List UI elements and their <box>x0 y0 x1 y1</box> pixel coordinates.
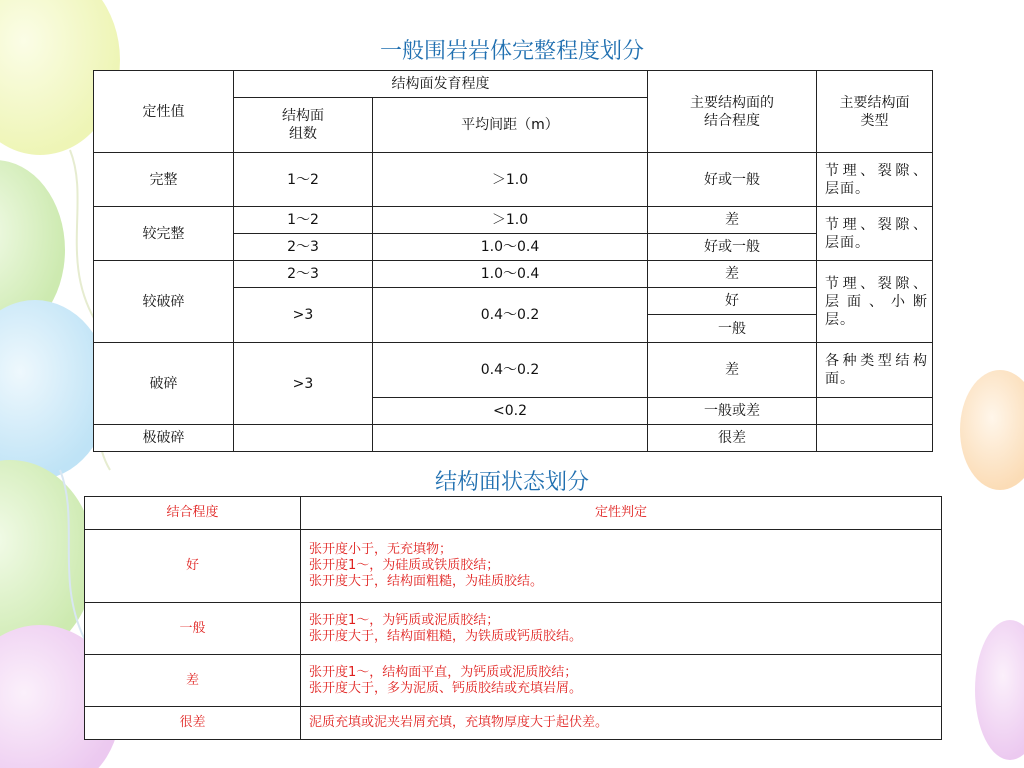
pink-balloon <box>975 620 1024 760</box>
header-qualitative-value: 定性值 <box>94 71 234 153</box>
judgement-line: 张开度1～，为钙质或泥质胶结； <box>309 612 500 628</box>
cell-plane-type: 各种类型结构面。 <box>817 343 933 398</box>
cell-bonding: 好或一般 <box>648 153 817 207</box>
header-plane-type: 主要结构面 类型 <box>817 71 933 153</box>
cell-set-count: 2～3 <box>234 234 373 261</box>
cell-bonding: 好或一般 <box>648 234 817 261</box>
judgement-very-poor <box>301 707 942 740</box>
slide-title-plane-state: 结构面状态划分 <box>434 470 589 495</box>
cell-bonding: 一般或差 <box>648 398 817 425</box>
cell-set-count: >3 <box>234 343 373 425</box>
cell-spacing: 0.4～0.2 <box>373 343 648 398</box>
header-set-count: 结构面 组数 <box>234 98 373 153</box>
header-bonding-degree: 主要结构面的 结合程度 <box>648 71 817 153</box>
cell-bonding: 差 <box>648 343 817 398</box>
cell-spacing: <0.2 <box>373 398 648 425</box>
bonding-level-good: 好 <box>85 530 301 603</box>
row-label-relatively-broken: 较破碎 <box>94 261 234 343</box>
cell-spacing: 0.4～0.2 <box>373 288 648 343</box>
cell-plane-type: 节理、裂隙、层面。 <box>817 207 933 261</box>
judgement-good <box>301 530 942 603</box>
cell-plane-type: 节理、裂隙、层面。 <box>817 153 933 207</box>
judgement-fair <box>301 603 942 655</box>
cell-bonding: 差 <box>648 261 817 288</box>
row-label-extremely-broken: 极破碎 <box>94 425 234 452</box>
cell-spacing: 1.0～0.4 <box>373 234 648 261</box>
cell-set-count: >3 <box>234 288 373 343</box>
bonding-level-very-poor: 很差 <box>85 707 301 740</box>
row-label-broken: 破碎 <box>94 343 234 425</box>
judgement-line: 张开度大于，结构面粗糙，为硅质胶结。 <box>309 574 544 589</box>
bonding-level-poor: 差 <box>85 655 301 707</box>
row-label-intact: 完整 <box>94 153 234 207</box>
header-bonding-level: 结合程度 <box>85 497 301 530</box>
judgement-line: 泥质充填或泥夹岩屑充填，充填物厚度大于起伏差。 <box>309 715 609 730</box>
cell-plane-type-empty <box>817 398 933 425</box>
row-label-relatively-intact: 较完整 <box>94 207 234 261</box>
header-development-degree: 结构面发育程度 <box>234 71 648 98</box>
cell-spacing: ＞1.0 <box>373 153 648 207</box>
cell-bonding: 差 <box>648 207 817 234</box>
cell-bonding: 很差 <box>648 425 817 452</box>
header-qualitative-judgement: 定性判定 <box>301 497 942 530</box>
judgement-poor <box>301 655 942 707</box>
cell-set-count: 1～2 <box>234 153 373 207</box>
bonding-level-fair: 一般 <box>85 603 301 655</box>
plane-state-table <box>84 496 942 740</box>
cell-set-count: 1～2 <box>234 207 373 234</box>
cell-spacing-empty <box>373 425 648 452</box>
judgement-line: 张开度1～，为硅质或铁质胶结； <box>309 558 500 573</box>
judgement-line: 张开度大于，多为泥质、钙质胶结或充填岩屑。 <box>309 680 583 696</box>
cell-plane-type-empty <box>817 425 933 452</box>
judgement-line: 张开度1～，结构面平直，为钙质或泥质胶结； <box>309 664 578 680</box>
cell-spacing: ＞1.0 <box>373 207 648 234</box>
cell-bonding: 好 <box>648 288 817 315</box>
header-average-spacing: 平均间距（m） <box>373 98 648 153</box>
judgement-line: 张开度小于，无充填物； <box>309 542 453 557</box>
cell-bonding: 一般 <box>648 315 817 343</box>
cell-spacing: 1.0～0.4 <box>373 261 648 288</box>
cell-plane-type: 节理、裂隙、层面、小断层。 <box>817 261 933 343</box>
rock-integrity-table <box>93 70 933 452</box>
slide-title-integrity: 一般围岩岩体完整程度划分 <box>379 39 644 64</box>
cell-set-count: 2～3 <box>234 261 373 288</box>
cell-set-count-empty <box>234 425 373 452</box>
judgement-line: 张开度大于，结构面粗糙，为铁质或钙质胶结。 <box>309 628 583 644</box>
